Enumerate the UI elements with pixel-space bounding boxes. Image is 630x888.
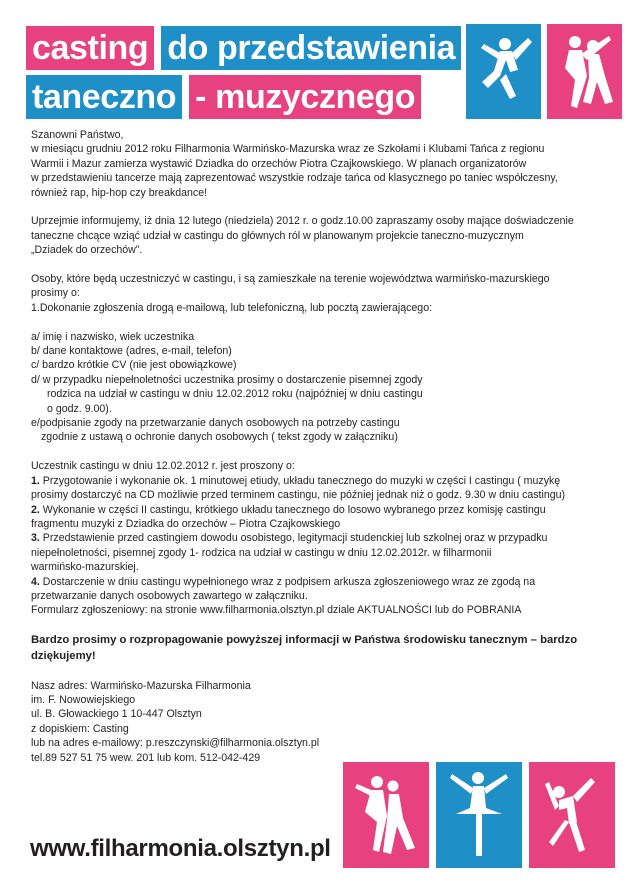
- list-item: d/ w przypadku niepełnoletności uczestnika prosimy o dostarczenie pisemnej zgody: [31, 373, 423, 386]
- list-item-cont: o godz. 9.00).: [47, 402, 112, 415]
- top-dancer-images: [466, 24, 622, 119]
- point-1: 1. Przygotowanie i wykonanie ok. 1 minutowej etiudy, układu tanecznego do muzyki w części I castingu ( muzykę: [31, 474, 561, 487]
- persons-line: 1.Dokonanie zgłoszenia drogą e-mailową, lub telefoniczną, lub pocztą zawierającego:: [31, 301, 433, 314]
- list-item-cont: rodzica na udział w castingu w dniu 12.02.2012 roku (najpóźniej w dniu castingu: [47, 388, 423, 401]
- point-4-cont: przetwarzanie danych osobowych zawartego w załączniku.: [31, 589, 308, 602]
- address-line: Nasz adres: Warmińsko-Mazurska Filharmonia: [31, 679, 251, 692]
- list-item: c/ bardzo krótkie CV (nie jest obowiązkowe): [31, 359, 237, 372]
- list-item: e/podpisanie zgody na przetwarzanie danych osobowych na potrzeby castingu: [31, 417, 400, 430]
- list-item: b/ dane kontaktowe (adres, e-mail, telefon): [31, 345, 232, 358]
- header-muzycznego: - muzycznego: [189, 75, 421, 119]
- address-line: ul. B. Głowackiego 1 10-447 Olsztyn: [31, 708, 202, 721]
- intro-line: również rap, hip-hop czy breakdance!: [31, 186, 208, 199]
- call-to-action: dziękujemy!: [31, 650, 96, 663]
- list-item: a/ imię i nazwisko, wiek uczestnika: [31, 330, 195, 343]
- invite-line: Uprzejmie informujemy, iż dnia 12 lutego (niedziela) 2012 r. o godz.10.00 zapraszamy osoby mające doświadczenie: [31, 215, 574, 228]
- poster-header: [26, 26, 461, 119]
- address-line: im. F. Nowowiejskiego: [31, 693, 136, 706]
- dancer-ballet-icon: [436, 762, 522, 868]
- bottom-dancer-images: [343, 762, 615, 868]
- invite-line: „Dziadek do orzechów”.: [31, 244, 143, 257]
- intro-line: w przedstawieniu tancerze mają zaprezentować wszystkie rodzaje tańca od klasycznego po taniec współczesny,: [31, 172, 558, 185]
- invite-line: taneczne chcące wziąć udział w castingu do głównych ról w planowanym projekcie taneczno-muzycznym: [31, 229, 524, 242]
- address-line: lub na adres e-mailowy: p.reszczynski@filharmonia.olsztyn.pl: [31, 737, 320, 750]
- call-to-action: Bardzo prosimy o rozpropagowanie powyższej informacji w Państwa środowisku tanecznym – bardzo: [31, 634, 578, 647]
- point-2: 2. Wykonanie w części II castingu, krótkiego układu tanecznego do losowo wybranego przez komisję castingu: [31, 503, 546, 516]
- dancer-jump-icon: [466, 24, 541, 119]
- dancer-couple-icon: [547, 24, 622, 119]
- persons-line: prosimy o:: [31, 287, 80, 300]
- address-line: z dopiskiem: Casting: [31, 722, 129, 735]
- point-3-cont: niepełnoletności, pisemnej zgody 1- rodzica na udział w castingu w dniu 12.02.2012r. w filharmonii: [31, 546, 492, 559]
- point-2-cont: fragmentu muzyki z Dziadka do orzechów – Piotra Czajkowskiego: [31, 517, 341, 530]
- letter-body: [31, 128, 605, 765]
- intro-line: Warmii i Mazur zamierza wystawić Dziadka do orzechów Piotra Czajkowskiego. W planach organizatorów: [31, 157, 527, 170]
- point-1-cont: prosimy dostarczyć na CD możliwie przed terminem castingu, nie później jednak niż o godz. 9.30 w dniu castingu): [31, 489, 566, 502]
- persons-line: Osoby, które będą uczestniczyć w castingu, i są zamieszkałe na terenie województwa warmińsko-mazurskiego: [31, 273, 550, 286]
- header-casting: casting: [26, 26, 154, 70]
- point-3: 3. Przedstawienie przed castingiem dowodu osobistego, legitymacji studenckiej lub szkolnej oraz w przypadku: [31, 532, 548, 545]
- intro-line: w miesiącu grudniu 2012 roku Filharmonia Warmińsko-Mazurska wraz ze Szkołami i Klubami Tańca z regionu: [31, 143, 545, 156]
- address-line: tel.89 527 51 75 wew. 201 lub kom. 512-042-429: [31, 751, 261, 764]
- dancer-breakdance-icon: [529, 762, 615, 868]
- participant-intro: Uczestnik castingu w dniu 12.02.2012 r. jest proszony o:: [31, 460, 295, 473]
- greeting: Szanowni Państwo,: [31, 129, 124, 141]
- point-3-cont: warmińsko-mazurskiej.: [31, 561, 139, 574]
- list-item-cont: zgodnie z ustawą o ochronie danych osobowych ( tekst zgody w załączniku): [41, 431, 398, 444]
- form-line: Formularz zgłoszeniowy: na stronie www.filharmonia.olsztyn.pl dziale AKTUALNOŚCI lub do POBRANIA: [31, 604, 522, 617]
- header-taneczno: taneczno: [26, 75, 182, 119]
- header-line-1: [26, 26, 461, 70]
- header-do-przedstawienia: do przedstawienia: [161, 26, 461, 70]
- footer-website-url: www.filharmonia.olsztyn.pl: [30, 835, 331, 862]
- dancer-tango-icon: [343, 762, 429, 868]
- point-4: 4. Dostarczenie w dniu castingu wypełnionego wraz z podpisem arkusza zgłoszeniowego wraz ze zgodą na: [31, 575, 536, 588]
- header-line-2: [26, 75, 461, 119]
